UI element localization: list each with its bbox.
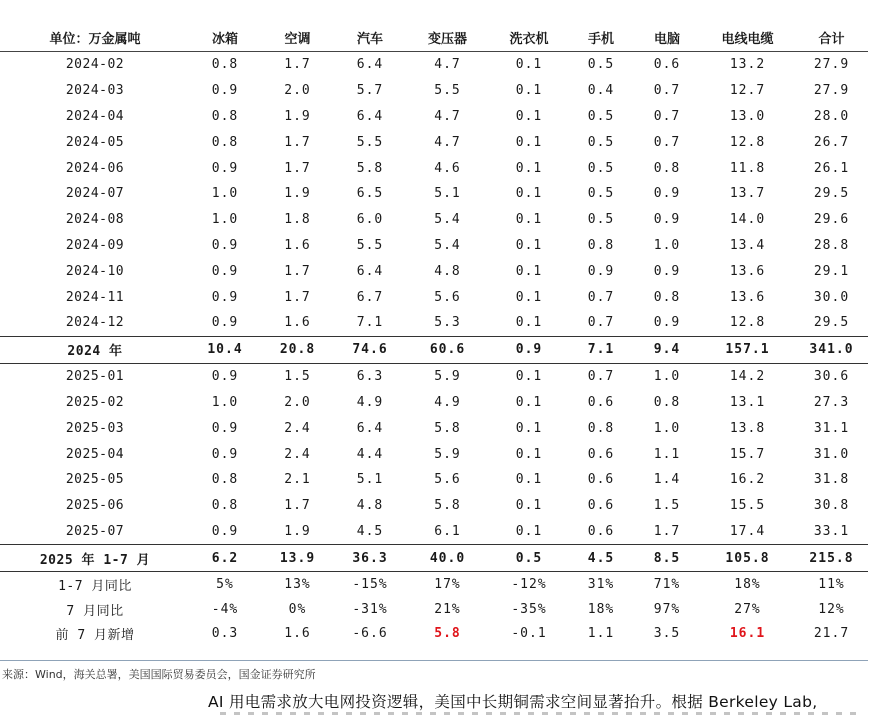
table-cell: 5.9 — [434, 446, 461, 462]
row-label: 2024-09 — [65, 237, 125, 253]
table-cell: 1.9 — [284, 108, 311, 124]
table-row — [0, 233, 868, 259]
table-cell: 4.4 — [356, 446, 384, 462]
table-cell: 0.7 — [653, 108, 681, 124]
table-cell: 13.2 — [729, 57, 766, 73]
table-cell: 1.5 — [653, 498, 681, 514]
table-cell: 1.6 — [284, 626, 311, 642]
row-label: 2024-12 — [65, 315, 125, 331]
row-label: 2024-11 — [65, 289, 125, 305]
table-cell: 0.8 — [653, 394, 681, 410]
header-cable: 电线电缆 — [700, 24, 795, 52]
row-label: 2024-02 — [65, 57, 125, 73]
table-cell: 341.0 — [795, 336, 868, 363]
row-label: 1-7 月同比 — [58, 579, 132, 595]
table-cell: 17% — [434, 577, 461, 593]
table-cell: 5.8 — [434, 498, 461, 514]
table-cell: 0.9 — [211, 420, 239, 436]
table-cell: 5.8 — [356, 160, 384, 176]
table-cell: 4.8 — [356, 498, 384, 514]
table-cell: 36.3 — [335, 545, 405, 572]
header-total: 合计 — [795, 24, 868, 52]
table-cell: 20.8 — [260, 336, 335, 363]
table-cell: 2.1 — [284, 472, 311, 488]
row-label: 2025-03 — [65, 420, 125, 436]
table-cell: 1.7 — [284, 263, 311, 279]
table-cell: 31% — [587, 577, 615, 593]
table-cell: 0.6 — [587, 498, 615, 514]
row-label: 2024-04 — [65, 108, 125, 124]
table-cell: 15.5 — [729, 498, 766, 514]
table-cell: 5.9 — [434, 369, 461, 385]
table-cell: 0.9 — [211, 315, 239, 331]
table-row — [0, 181, 868, 207]
table-cell: 13.6 — [729, 263, 766, 279]
table-cell: 9.4 — [634, 336, 700, 363]
table-cell: 0.9 — [653, 263, 681, 279]
table-cell: 4.5 — [568, 545, 634, 572]
table-cell: 0.1 — [515, 369, 543, 385]
table-cell: 4.9 — [356, 394, 384, 410]
table-cell: 0.9 — [211, 369, 239, 385]
table-cell: 1.7 — [653, 523, 681, 539]
table-cell: 0.1 — [515, 420, 543, 436]
table-cell: 5.4 — [434, 212, 461, 228]
table-cell: 1.6 — [284, 237, 311, 253]
table-header-row — [0, 24, 868, 52]
table-cell: 5.8 — [434, 626, 461, 642]
table-cell: 29.5 — [813, 186, 850, 202]
table-cell: 11.8 — [729, 160, 766, 176]
table-cell: 27.3 — [813, 394, 850, 410]
table-row — [0, 415, 868, 441]
table-cell: 0.7 — [587, 369, 615, 385]
table-cell: 18% — [587, 601, 615, 617]
table-cell: 0.1 — [515, 523, 543, 539]
table-cell: 0.1 — [515, 57, 543, 73]
table-cell: 0.8 — [587, 237, 615, 253]
table-cell: 16.1 — [729, 626, 766, 642]
table-cell: 0.8 — [653, 160, 681, 176]
table-cell: 13.7 — [729, 186, 766, 202]
table-cell: 0.1 — [515, 289, 543, 305]
table-cell: 1.7 — [284, 289, 311, 305]
table-cell: 74.6 — [335, 336, 405, 363]
table-row — [0, 363, 868, 389]
table-cell: 31.1 — [813, 420, 850, 436]
table-cell: 5.6 — [434, 472, 461, 488]
table-cell: 16.2 — [729, 472, 766, 488]
table-bottom-rule — [0, 660, 868, 661]
table-cell: 1.9 — [284, 186, 311, 202]
table-cell: -6.6 — [352, 626, 388, 642]
table-cell: 8.5 — [634, 545, 700, 572]
table-row — [0, 52, 868, 78]
table-cell: 4.9 — [434, 394, 461, 410]
table-cell: 0.1 — [515, 108, 543, 124]
table-cell: 71% — [653, 577, 681, 593]
table-cell: 1.4 — [653, 472, 681, 488]
table-cell: 13.1 — [729, 394, 766, 410]
table-cell: 0.1 — [515, 263, 543, 279]
table-cell: 105.8 — [700, 545, 795, 572]
table-cell: 0.8 — [211, 134, 239, 150]
table-cell: 1.1 — [587, 626, 615, 642]
table-cell: 12.8 — [729, 315, 766, 331]
table-cell: 30.0 — [813, 289, 850, 305]
table-cell: 6.4 — [356, 263, 384, 279]
table-cell: 0.9 — [211, 289, 239, 305]
body-paragraph: AI 用电需求放大电网投资逻辑，美国中长期铜需求空间显著抬升。根据 Berkeley Lab, — [208, 693, 818, 711]
table-cell: 2.4 — [284, 446, 311, 462]
table-cell: 27% — [734, 601, 761, 617]
table-cell: 1.7 — [284, 498, 311, 514]
table-cell: 1.1 — [653, 446, 681, 462]
table-cell: 215.8 — [795, 545, 868, 572]
table-cell: 0.9 — [653, 186, 681, 202]
table-cell: 13.8 — [729, 420, 766, 436]
table-cell: 31.8 — [813, 472, 850, 488]
table-cell: 1.6 — [284, 315, 311, 331]
table-cell: 0% — [288, 601, 307, 617]
row-label: 2025 年 1-7 月 — [0, 545, 190, 572]
row-label: 2025-05 — [65, 472, 125, 488]
table-cell: -4% — [211, 601, 239, 617]
table-cell: 1.0 — [211, 394, 239, 410]
table-cell: 0.9 — [211, 263, 239, 279]
table-cell: 1.8 — [284, 212, 311, 228]
table-cell: 1.5 — [284, 369, 311, 385]
table-cell: 27.9 — [813, 57, 850, 73]
table-cell: 6.4 — [356, 420, 384, 436]
table-cell: 0.5 — [490, 545, 568, 572]
table-cell: 0.8 — [653, 289, 681, 305]
table-cell: 29.6 — [813, 212, 850, 228]
table-cell: 27.9 — [813, 83, 850, 99]
table-cell: 13.6 — [729, 289, 766, 305]
table-cell: 5.5 — [434, 83, 461, 99]
stat-row — [0, 621, 868, 646]
table-cell: 12% — [818, 601, 845, 617]
table-cell: 1.0 — [653, 369, 681, 385]
row-label: 2025-02 — [65, 394, 125, 410]
table-cell: 5.5 — [356, 237, 384, 253]
total-row-2024 — [0, 336, 868, 363]
table-cell: 5.1 — [434, 186, 461, 202]
table-cell: 21.7 — [813, 626, 850, 642]
table-cell: 18% — [734, 577, 761, 593]
stat-row — [0, 597, 868, 622]
table-cell: 157.1 — [700, 336, 795, 363]
table-cell: 13.9 — [260, 545, 335, 572]
table-cell: 14.2 — [729, 369, 766, 385]
table-cell: 14.0 — [729, 212, 766, 228]
table-cell: 0.9 — [653, 315, 681, 331]
row-label: 7 月同比 — [66, 603, 124, 619]
table-cell: 1.9 — [284, 523, 311, 539]
table-cell: 13.4 — [729, 237, 766, 253]
table-cell: 40.0 — [405, 545, 490, 572]
table-cell: 21% — [434, 601, 461, 617]
table-row — [0, 258, 868, 284]
table-cell: -12% — [511, 577, 547, 593]
table-cell: 0.1 — [515, 134, 543, 150]
table-cell: 0.1 — [515, 83, 543, 99]
table-cell: 0.5 — [587, 160, 615, 176]
table-row — [0, 467, 868, 493]
table-cell: 5.1 — [356, 472, 384, 488]
copper-demand-table — [0, 24, 868, 646]
table-cell: -0.1 — [511, 626, 547, 642]
row-label: 前 7 月新增 — [55, 628, 135, 644]
table-row — [0, 310, 868, 336]
table-cell: 7.1 — [356, 315, 384, 331]
table-cell: 5.6 — [434, 289, 461, 305]
table-cell: 0.7 — [587, 289, 615, 305]
total-row-2025 — [0, 545, 868, 572]
table-cell: 4.7 — [434, 108, 461, 124]
table-cell: 0.7 — [653, 134, 681, 150]
table-row — [0, 519, 868, 545]
table-row — [0, 441, 868, 467]
stat-row — [0, 572, 868, 597]
table-cell: 0.9 — [211, 523, 239, 539]
table-cell: 7.1 — [568, 336, 634, 363]
table-cell: 0.1 — [515, 186, 543, 202]
table-cell: 0.7 — [587, 315, 615, 331]
table-cell: 1.7 — [284, 57, 311, 73]
row-label: 2024-06 — [65, 160, 125, 176]
row-label: 2024-08 — [65, 212, 125, 228]
table-cell: -31% — [352, 601, 388, 617]
header-phone: 手机 — [568, 24, 634, 52]
header-ac: 空调 — [260, 24, 335, 52]
table-cell: 1.7 — [284, 134, 311, 150]
table-cell: 0.6 — [653, 57, 681, 73]
table-cell: 5.7 — [356, 83, 384, 99]
table-cell: 4.5 — [356, 523, 384, 539]
table-cell: 28.8 — [813, 237, 850, 253]
table-cell: 30.8 — [813, 498, 850, 514]
table-cell: 6.3 — [356, 369, 384, 385]
table-cell: 0.6 — [587, 394, 615, 410]
table-row — [0, 155, 868, 181]
table-cell: 0.9 — [211, 83, 239, 99]
table-cell: 0.1 — [515, 394, 543, 410]
table-cell: 6.7 — [356, 289, 384, 305]
table-cell: 0.5 — [587, 186, 615, 202]
table-cell: 0.1 — [515, 315, 543, 331]
table-cell: 1.0 — [653, 237, 681, 253]
table-cell: 5.8 — [434, 420, 461, 436]
table-row — [0, 493, 868, 519]
table-cell: 13.0 — [729, 108, 766, 124]
table-cell: 31.0 — [813, 446, 850, 462]
row-label: 2024-03 — [65, 83, 125, 99]
header-transformer: 变压器 — [405, 24, 490, 52]
table-cell: 33.1 — [813, 523, 850, 539]
table-cell: 6.2 — [190, 545, 260, 572]
table-cell: 0.8 — [211, 108, 239, 124]
table-cell: 0.9 — [211, 446, 239, 462]
table-cell: 0.9 — [211, 160, 239, 176]
header-auto: 汽车 — [335, 24, 405, 52]
table-cell: 1.0 — [653, 420, 681, 436]
table-cell: 13% — [284, 577, 311, 593]
table-cell: 1.0 — [211, 212, 239, 228]
header-computer: 电脑 — [634, 24, 700, 52]
table-cell: -35% — [511, 601, 547, 617]
table-cell: 5.5 — [356, 134, 384, 150]
table-cell: 0.9 — [653, 212, 681, 228]
table-cell: 6.5 — [356, 186, 384, 202]
row-label: 2024-05 — [65, 134, 125, 150]
table-cell: 6.1 — [434, 523, 461, 539]
table-cell: 15.7 — [729, 446, 766, 462]
table-cell: 0.5 — [587, 57, 615, 73]
table-cell: 26.1 — [813, 160, 850, 176]
table-cell: 4.6 — [434, 160, 461, 176]
table-cell: 2.0 — [284, 83, 311, 99]
row-label: 2025-04 — [65, 446, 125, 462]
table-cell: -15% — [352, 577, 388, 593]
table-cell: 2.4 — [284, 420, 311, 436]
table-cell: 29.5 — [813, 315, 850, 331]
table-cell: 2.0 — [284, 394, 311, 410]
table-row — [0, 207, 868, 233]
table-cell: 0.5 — [587, 212, 615, 228]
table-cell: 0.8 — [211, 498, 239, 514]
table-cell: 0.6 — [587, 446, 615, 462]
table-cell: 6.4 — [356, 108, 384, 124]
table-cell: 17.4 — [729, 523, 766, 539]
table-cell: 0.6 — [587, 472, 615, 488]
table-cell: 0.3 — [211, 626, 239, 642]
table-cell: 60.6 — [405, 336, 490, 363]
row-label: 2024-07 — [65, 186, 125, 202]
table-cell: 5.4 — [434, 237, 461, 253]
table-cell: 26.7 — [813, 134, 850, 150]
table-cell: 4.8 — [434, 263, 461, 279]
table-cell: 0.8 — [211, 472, 239, 488]
table-cell: 4.7 — [434, 57, 461, 73]
table-cell: 5% — [216, 577, 234, 593]
table-cell: 0.8 — [211, 57, 239, 73]
table-cell: 0.6 — [587, 523, 615, 539]
table-cell: 1.7 — [284, 160, 311, 176]
table-cell: 3.5 — [653, 626, 681, 642]
table-row — [0, 390, 868, 416]
table-cell: 97% — [653, 601, 681, 617]
header-fridge: 冰箱 — [190, 24, 260, 52]
row-label: 2024-10 — [65, 263, 125, 279]
row-label: 2024 年 — [0, 336, 190, 363]
table-cell: 6.0 — [356, 212, 384, 228]
table-row — [0, 129, 868, 155]
table-cell: 28.0 — [813, 108, 850, 124]
row-label: 2025-06 — [65, 498, 125, 514]
table-cell: 4.7 — [434, 134, 461, 150]
table-cell: 0.4 — [587, 83, 615, 99]
table-cell: 0.1 — [515, 237, 543, 253]
table-cell: 0.1 — [515, 212, 543, 228]
source-note: 来源：Wind，海关总署，美国国际贸易委员会，国金证券研究所 — [2, 668, 316, 681]
table-cell: 0.9 — [211, 237, 239, 253]
table-cell: 0.7 — [653, 83, 681, 99]
table-cell: 5.3 — [434, 315, 461, 331]
table-cell: 0.9 — [490, 336, 568, 363]
table-cell: 0.8 — [587, 420, 615, 436]
table-row — [0, 284, 868, 310]
row-label: 2025-01 — [65, 369, 125, 385]
table-row — [0, 104, 868, 130]
table-cell: 12.8 — [729, 134, 766, 150]
table-cell: 6.4 — [356, 57, 384, 73]
table-cell: 11% — [818, 577, 845, 593]
table-cell: 0.1 — [515, 498, 543, 514]
header-washer: 洗衣机 — [490, 24, 568, 52]
row-label: 2025-07 — [65, 523, 125, 539]
table-cell: 10.4 — [190, 336, 260, 363]
table-cell: 12.7 — [729, 83, 766, 99]
header-unit: 单位：万金属吨 — [0, 24, 190, 52]
table-cell: 0.9 — [587, 263, 615, 279]
table-cell: 29.1 — [813, 263, 850, 279]
table-cell: 0.5 — [587, 108, 615, 124]
table-cell: 0.1 — [515, 160, 543, 176]
table-cell: 0.5 — [587, 134, 615, 150]
table-row — [0, 78, 868, 104]
table-cell: 0.1 — [515, 446, 543, 462]
table-cell: 1.0 — [211, 186, 239, 202]
table-cell: 0.1 — [515, 472, 543, 488]
table-cell: 30.6 — [813, 369, 850, 385]
